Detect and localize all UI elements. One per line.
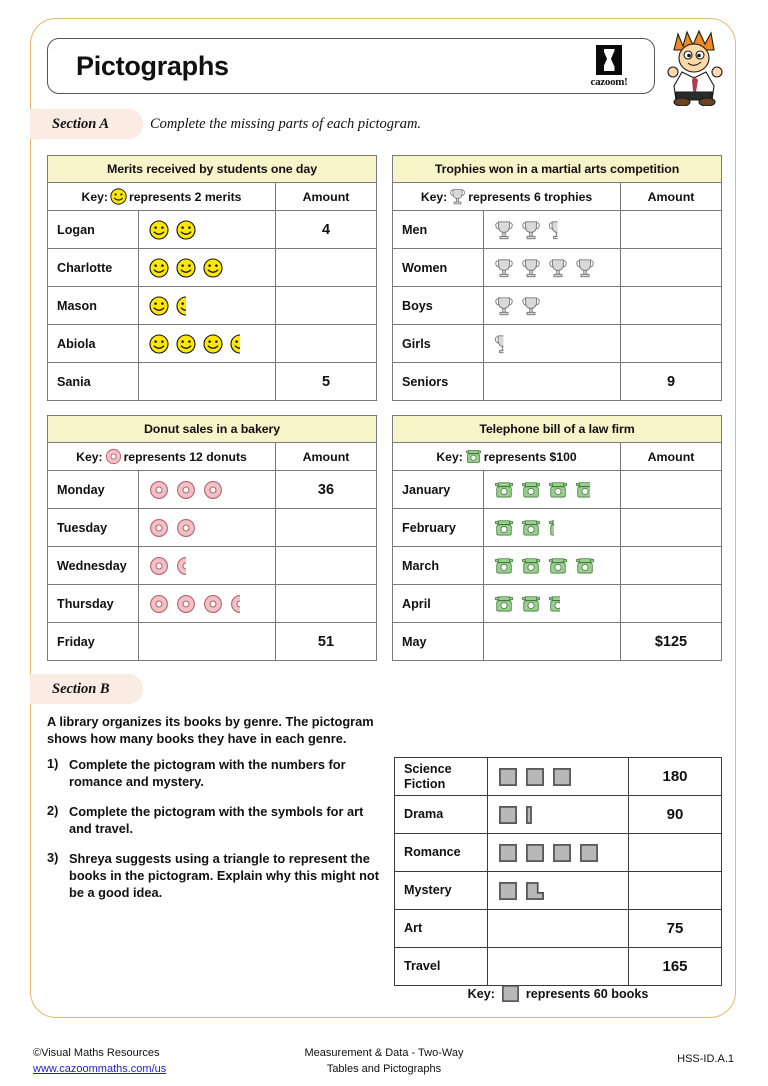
row-label: Logan: [57, 222, 95, 237]
row-label: Thursday: [57, 596, 114, 611]
list-item: [47, 850, 387, 902]
mascot-illustration: [662, 28, 728, 106]
row-amount[interactable]: $125: [620, 623, 721, 660]
row-amount[interactable]: [275, 249, 376, 286]
row-label: Abiola: [57, 336, 96, 351]
smiley-icon: [149, 258, 169, 278]
row-symbols[interactable]: [483, 547, 620, 584]
telephone-icon-partial: [548, 518, 554, 538]
row-amount[interactable]: [620, 509, 721, 546]
telephone-icon: [494, 480, 514, 500]
question-text: Complete the pictogram with the numbers for romance and mystery.: [69, 757, 346, 790]
row-amount[interactable]: [628, 872, 721, 909]
row-amount[interactable]: 165: [628, 948, 721, 985]
table-row: [393, 471, 721, 509]
table-row: [393, 547, 721, 585]
footer-standard-code: HSS-ID.A.1: [677, 1053, 734, 1065]
row-label: February: [402, 520, 456, 535]
row-amount[interactable]: [620, 211, 721, 248]
key-text: represents $100: [483, 449, 577, 464]
donut-icon-partial: [230, 594, 240, 614]
donut-icon: [203, 594, 223, 614]
footer-center: [0, 1046, 768, 1078]
trophy-icon: [494, 220, 514, 240]
row-label: Drama: [404, 807, 444, 822]
smiley-icon: [203, 334, 223, 354]
book-square-icon: [553, 844, 571, 862]
pictogram-key-row: [393, 443, 721, 471]
donut-icon: [176, 594, 196, 614]
key-prefix: Key:: [76, 449, 103, 464]
trophy-icon: [575, 258, 595, 278]
telephone-icon: [521, 480, 541, 500]
trophy-icon: [548, 258, 568, 278]
key-prefix: Key:: [420, 189, 448, 204]
pictogram-key: [393, 443, 620, 470]
table-row: [48, 509, 376, 547]
row-label: March: [402, 558, 440, 573]
row-amount[interactable]: [275, 585, 376, 622]
row-symbols[interactable]: [138, 623, 275, 660]
row-symbols[interactable]: [487, 910, 628, 947]
amount-header: Amount: [620, 443, 721, 470]
list-item: [47, 803, 387, 838]
telephone-icon: [575, 556, 595, 576]
smiley-icon: [149, 220, 169, 240]
book-square-icon: [499, 806, 517, 824]
book-square-icon-partial: [526, 806, 532, 824]
book-square-icon: [526, 844, 544, 862]
telephone-icon: [521, 594, 541, 614]
row-label: Tuesday: [57, 520, 108, 535]
footer-website-link[interactable]: www.cazoommaths.com/us: [33, 1062, 167, 1075]
pictogram-title: Telephone bill of a law firm: [393, 416, 721, 443]
row-symbols[interactable]: [483, 287, 620, 324]
row-symbols[interactable]: [487, 872, 628, 909]
section-a-description: Complete the missing parts of each pictogram.: [150, 116, 422, 132]
telephone-icon: [548, 556, 568, 576]
pictogram-merits: [47, 155, 377, 401]
table-row: [393, 325, 721, 363]
section-a-pill: [30, 109, 143, 139]
table-row: [393, 211, 721, 249]
telephone-icon: [494, 480, 514, 500]
telephone-icon: [548, 480, 568, 500]
book-square-icon: [499, 882, 517, 900]
telephone-icon: [575, 480, 590, 500]
row-label: Sania: [57, 374, 91, 389]
row-amount[interactable]: [620, 249, 721, 286]
table-row: [393, 363, 721, 400]
book-square-icon: [526, 844, 544, 862]
donut-icon: [203, 480, 223, 500]
book-square-icon: [499, 882, 517, 900]
question-text: Complete the pictogram with the symbols for art and travel.: [69, 803, 364, 837]
table-row: [393, 509, 721, 547]
hourglass-icon: [604, 49, 615, 71]
telephone-icon: [521, 556, 541, 576]
smiley-icon: [149, 220, 169, 240]
row-symbols[interactable]: [138, 325, 275, 362]
smiley-icon: [203, 258, 223, 278]
question-text: Shreya suggests using a triangle to represent the books in the pictogram. Explain why this might not be a good idea.: [69, 850, 379, 901]
amount-header: Amount: [275, 183, 376, 210]
pictogram-title: Trophies won in a martial arts competition: [393, 156, 721, 183]
donut-icon: [149, 594, 169, 614]
book-square-icon-partial: [526, 882, 544, 900]
row-symbols[interactable]: [483, 211, 620, 248]
table-row: [395, 796, 721, 834]
trophy-icon: [521, 296, 541, 316]
logo-wordmark: cazoom!: [590, 76, 628, 88]
footer-copyright: ©Visual Maths Resources: [33, 1047, 160, 1059]
row-amount[interactable]: [620, 287, 721, 324]
donut-icon: [176, 518, 196, 538]
row-symbols[interactable]: [138, 287, 275, 324]
key-text: represents 2 merits: [128, 189, 242, 204]
smiley-icon: [176, 258, 196, 278]
list-item: [47, 756, 387, 791]
row-symbols[interactable]: [483, 471, 620, 508]
smiley-icon: [110, 188, 127, 205]
table-row: [393, 585, 721, 623]
book-square-icon: [553, 844, 571, 862]
row-amount[interactable]: [620, 547, 721, 584]
trophy-icon: [494, 220, 514, 240]
pictogram-key: [48, 183, 275, 210]
trophy-icon-partial: [494, 334, 504, 354]
book-square-icon: [499, 768, 517, 786]
trophy-icon-partial: [548, 220, 558, 240]
trophy-icon: [494, 334, 504, 354]
donut-icon: [149, 480, 169, 500]
telephone-icon-partial: [575, 480, 590, 500]
telephone-icon: [548, 594, 560, 614]
book-square-icon: [526, 768, 544, 786]
table-row: [48, 249, 376, 287]
donut-icon: [176, 518, 196, 538]
row-amount[interactable]: [275, 509, 376, 546]
section-b-label: Section B: [52, 680, 110, 697]
books-key: [394, 985, 722, 1002]
telephone-icon-partial: [548, 594, 560, 614]
table-row: [393, 623, 721, 660]
row-amount[interactable]: [275, 547, 376, 584]
row-label: Mystery: [404, 883, 452, 898]
row-symbols[interactable]: [138, 471, 275, 508]
telephone-icon: [521, 518, 541, 538]
row-label: Romance: [404, 845, 461, 860]
pictogram-key-row: [48, 183, 376, 211]
question-number: 1): [47, 756, 59, 771]
book-square-icon: [526, 882, 544, 900]
row-symbols[interactable]: [487, 834, 628, 871]
telephone-icon: [521, 556, 541, 576]
row-label: January: [402, 482, 451, 497]
trophy-icon: [449, 188, 466, 205]
smiley-icon: [230, 334, 240, 354]
smiley-icon-partial: [230, 334, 240, 354]
table-row: [48, 585, 376, 623]
donut-icon: [105, 448, 122, 465]
telephone-icon: [494, 556, 514, 576]
table-row: [48, 363, 376, 400]
row-symbols[interactable]: [138, 547, 275, 584]
row-label: May: [402, 634, 427, 649]
logo-mark-icon: [596, 45, 622, 75]
row-symbols[interactable]: [483, 325, 620, 362]
book-square-icon: [526, 806, 532, 824]
row-amount[interactable]: [275, 325, 376, 362]
row-label: Wednesday: [57, 558, 127, 573]
trophy-icon: [521, 220, 541, 240]
donut-icon: [149, 594, 169, 614]
trophy-icon: [575, 258, 595, 278]
smiley-icon: [149, 296, 169, 316]
table-row: [48, 471, 376, 509]
row-symbols[interactable]: [138, 211, 275, 248]
key-text: represents 12 donuts: [123, 449, 247, 464]
book-square-icon: [553, 768, 571, 786]
telephone-icon: [521, 594, 541, 614]
trophy-icon: [449, 188, 466, 205]
table-row: [393, 249, 721, 287]
book-square-icon: [499, 844, 517, 862]
row-amount[interactable]: [620, 471, 721, 508]
books-key-text: represents 60 books: [525, 986, 649, 1001]
donut-icon: [230, 594, 240, 614]
telephone-icon: [548, 480, 568, 500]
telephone-icon: [548, 518, 554, 538]
trophy-icon: [548, 220, 558, 240]
smiley-icon: [149, 334, 169, 354]
telephone-icon: [521, 518, 541, 538]
table-row: [395, 834, 721, 872]
row-amount[interactable]: 90: [628, 796, 721, 833]
row-label: Art: [404, 921, 423, 936]
row-amount[interactable]: 51: [275, 623, 376, 660]
row-label: Charlotte: [57, 260, 113, 275]
smiley-icon-partial: [176, 296, 186, 316]
pictogram-donuts: [47, 415, 377, 661]
book-square-icon: [502, 985, 519, 1002]
donut-icon: [149, 518, 169, 538]
table-row: [395, 948, 721, 985]
title-box: [47, 38, 655, 94]
row-amount[interactable]: 9: [620, 363, 721, 400]
telephone-icon: [465, 448, 482, 465]
row-label: Girls: [402, 336, 431, 351]
books-key-prefix: Key:: [467, 986, 495, 1001]
footer-topic-line1: Measurement & Data - Two-Way: [304, 1047, 464, 1059]
row-symbols[interactable]: [483, 509, 620, 546]
smiley-icon: [149, 258, 169, 278]
book-square-icon: [502, 985, 519, 1002]
trophy-icon: [494, 258, 514, 278]
table-row: [48, 623, 376, 660]
smiley-icon: [203, 334, 223, 354]
row-amount[interactable]: 75: [628, 910, 721, 947]
telephone-icon: [494, 594, 514, 614]
row-symbols[interactable]: [487, 758, 628, 795]
trophy-icon: [494, 296, 514, 316]
smiley-icon: [176, 296, 186, 316]
key-prefix: Key:: [81, 189, 108, 204]
row-symbols[interactable]: [483, 623, 620, 660]
row-symbols[interactable]: [138, 585, 275, 622]
smiley-icon: [176, 334, 196, 354]
row-label: Science Fiction: [404, 762, 452, 791]
book-square-icon: [553, 768, 571, 786]
pictogram-telephone: [392, 415, 722, 661]
table-row: [395, 872, 721, 910]
telephone-icon: [521, 480, 541, 500]
book-square-icon: [499, 806, 517, 824]
smiley-icon: [110, 188, 127, 205]
donut-icon: [176, 594, 196, 614]
pictogram-trophies: [392, 155, 722, 401]
row-label: Travel: [404, 959, 441, 974]
row-label: Seniors: [402, 374, 449, 389]
donut-icon-partial: [176, 556, 186, 576]
trophy-icon: [494, 258, 514, 278]
row-symbols[interactable]: [138, 249, 275, 286]
row-symbols[interactable]: [138, 363, 275, 400]
telephone-icon: [494, 594, 514, 614]
table-row: [48, 287, 376, 325]
telephone-icon: [494, 518, 514, 538]
question-number: 3): [47, 849, 59, 865]
telephone-icon: [494, 556, 514, 576]
telephone-icon: [465, 448, 482, 465]
row-label: Monday: [57, 482, 105, 497]
donut-icon: [149, 556, 169, 576]
book-square-icon: [526, 768, 544, 786]
donut-icon: [176, 480, 196, 500]
telephone-icon: [575, 556, 595, 576]
book-square-icon: [499, 844, 517, 862]
donut-icon: [176, 556, 186, 576]
table-row: [48, 211, 376, 249]
table-row: [395, 758, 721, 796]
key-prefix: Key:: [436, 449, 463, 464]
donut-icon: [105, 448, 122, 465]
table-row: [48, 325, 376, 363]
row-symbols[interactable]: [483, 249, 620, 286]
donut-icon: [149, 518, 169, 538]
row-symbols[interactable]: [483, 585, 620, 622]
row-label: Mason: [57, 298, 97, 313]
row-symbols[interactable]: [487, 948, 628, 985]
table-row: [48, 547, 376, 585]
pictogram-key-row: [48, 443, 376, 471]
pictogram-key-row: [393, 183, 721, 211]
row-label: Men: [402, 222, 428, 237]
smiley-icon: [176, 220, 196, 240]
telephone-icon: [548, 556, 568, 576]
row-amount[interactable]: [275, 287, 376, 324]
table-row: [393, 287, 721, 325]
telephone-icon: [494, 518, 514, 538]
question-number: 2): [47, 802, 59, 818]
books-pictogram-table: [394, 757, 722, 986]
smiley-icon: [149, 334, 169, 354]
pictogram-title: Donut sales in a bakery: [48, 416, 376, 443]
row-symbols[interactable]: [487, 796, 628, 833]
pictogram-key: [393, 183, 620, 210]
footer-topic-line2: Tables and Pictographs: [326, 1062, 442, 1075]
trophy-icon: [521, 258, 541, 278]
row-label: Women: [402, 260, 448, 275]
row-amount[interactable]: [620, 325, 721, 362]
donut-icon: [203, 480, 223, 500]
book-square-icon: [499, 768, 517, 786]
section-b-intro: A library organizes its books by genre. The pictogram shows how many books they have in each genre.: [47, 714, 374, 747]
section-b-pill: [30, 674, 143, 704]
row-amount[interactable]: [628, 834, 721, 871]
page-title: Pictographs: [76, 51, 229, 81]
row-label: Boys: [402, 298, 433, 313]
trophy-icon: [521, 296, 541, 316]
donut-icon: [149, 480, 169, 500]
row-symbols[interactable]: [138, 509, 275, 546]
row-amount[interactable]: [620, 585, 721, 622]
row-amount[interactable]: 36: [275, 471, 376, 508]
pictogram-title: Merits received by students one day: [48, 156, 376, 183]
row-label: April: [402, 596, 431, 611]
pictogram-key: [48, 443, 275, 470]
trophy-icon: [521, 258, 541, 278]
section-b-question-list: [47, 756, 387, 914]
row-label: Friday: [57, 634, 95, 649]
row-amount[interactable]: 180: [628, 758, 721, 795]
amount-header: Amount: [275, 443, 376, 470]
table-row: [395, 910, 721, 948]
smiley-icon: [176, 258, 196, 278]
amount-header: Amount: [620, 183, 721, 210]
trophy-icon: [548, 258, 568, 278]
row-symbols[interactable]: [483, 363, 620, 400]
donut-icon: [176, 480, 196, 500]
book-square-icon: [580, 844, 598, 862]
key-text: represents 6 trophies: [468, 189, 593, 204]
smiley-icon: [176, 334, 196, 354]
donut-icon: [149, 556, 169, 576]
row-amount[interactable]: 4: [275, 211, 376, 248]
row-amount[interactable]: 5: [275, 363, 376, 400]
cazoom-logo: [578, 45, 640, 89]
trophy-icon: [521, 220, 541, 240]
smiley-icon: [149, 296, 169, 316]
book-square-icon: [580, 844, 598, 862]
section-a-label: Section A: [52, 115, 110, 132]
trophy-icon: [494, 296, 514, 316]
donut-icon: [203, 594, 223, 614]
smiley-icon: [176, 220, 196, 240]
smiley-icon: [203, 258, 223, 278]
